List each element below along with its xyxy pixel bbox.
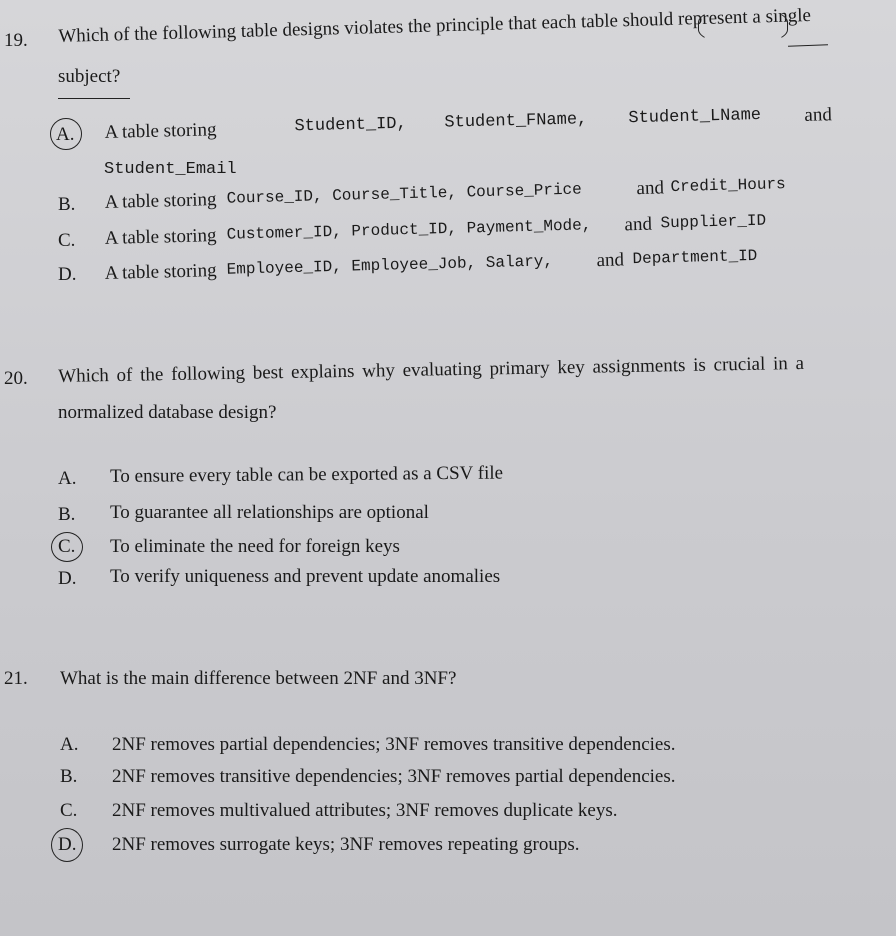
pen-underline bbox=[58, 98, 130, 99]
option-letter: A. bbox=[60, 734, 79, 755]
option-text: To verify uniqueness and prevent update anomalies bbox=[110, 566, 501, 587]
option-prefix: A table storing bbox=[104, 260, 217, 284]
field-list: Course_ID, Course_Title, Course_Price bbox=[226, 180, 583, 208]
field-name: Student_ID, bbox=[294, 114, 407, 137]
option-text: To guarantee all relationships are optional bbox=[110, 502, 429, 523]
option-letter: C. bbox=[58, 230, 76, 251]
field-name: Credit_Hours bbox=[670, 175, 786, 197]
field-name: Department_ID bbox=[632, 246, 758, 269]
pen-underline bbox=[788, 44, 828, 46]
option-prefix: A table storing bbox=[104, 189, 217, 213]
option-letter: A. bbox=[58, 468, 77, 489]
field-list: Employee_ID, Employee_Job, Salary, bbox=[226, 252, 554, 279]
field-name: Student_Email bbox=[104, 160, 237, 179]
question-number: 19. bbox=[4, 30, 28, 51]
option-letter: D. bbox=[58, 264, 77, 285]
field-list: Customer_ID, Product_ID, Payment_Mode, bbox=[226, 216, 592, 244]
option-text: 2NF removes partial dependencies; 3NF removes transitive dependencies. bbox=[112, 734, 676, 755]
option-text bbox=[104, 90, 834, 143]
conjunction: and bbox=[636, 177, 665, 200]
option-letter: B. bbox=[58, 504, 76, 525]
question-stem: Which of the following table designs violates the principle that each table should represent a single bbox=[58, 4, 812, 47]
question-stem-continued: normalized database design? bbox=[58, 402, 277, 423]
option-text: 2NF removes surrogate keys; 3NF removes repeating groups. bbox=[112, 834, 580, 855]
option-prefix: A table storing bbox=[104, 119, 217, 143]
option-text: To eliminate the need for foreign keys bbox=[110, 536, 400, 557]
option-letter: A. bbox=[56, 124, 75, 145]
option-letter: C. bbox=[60, 800, 78, 821]
field-name: Student_FName, bbox=[444, 110, 588, 133]
option-prefix: A table storing bbox=[104, 225, 217, 249]
option-text: 2NF removes multivalued attributes; 3NF removes duplicate keys. bbox=[112, 800, 618, 821]
question-number: 21. bbox=[4, 668, 28, 689]
option-letter: C. bbox=[58, 536, 76, 557]
option-letter: D. bbox=[58, 834, 77, 855]
option-letter: B. bbox=[58, 194, 76, 215]
field-name: Supplier_ID bbox=[660, 211, 767, 233]
field-name: Student_LName bbox=[628, 105, 762, 129]
option-text: To ensure every table can be exported as a CSV file bbox=[110, 462, 504, 487]
question-number: 20. bbox=[4, 368, 28, 389]
conjunction: and bbox=[624, 213, 653, 236]
option-letter: D. bbox=[58, 568, 77, 589]
pen-bracket-mark bbox=[698, 8, 788, 44]
question-stem-continued: subject? bbox=[58, 66, 121, 87]
question-stem: Which of the following best explains why evaluating primary key assignments is crucial in a bbox=[58, 352, 805, 387]
option-letter: B. bbox=[60, 766, 78, 787]
conjunction: and bbox=[596, 249, 625, 272]
question-stem: What is the main difference between 2NF and 3NF? bbox=[60, 668, 457, 689]
conjunction: and bbox=[804, 104, 833, 126]
option-text: 2NF removes transitive dependencies; 3NF removes partial dependencies. bbox=[112, 766, 676, 787]
